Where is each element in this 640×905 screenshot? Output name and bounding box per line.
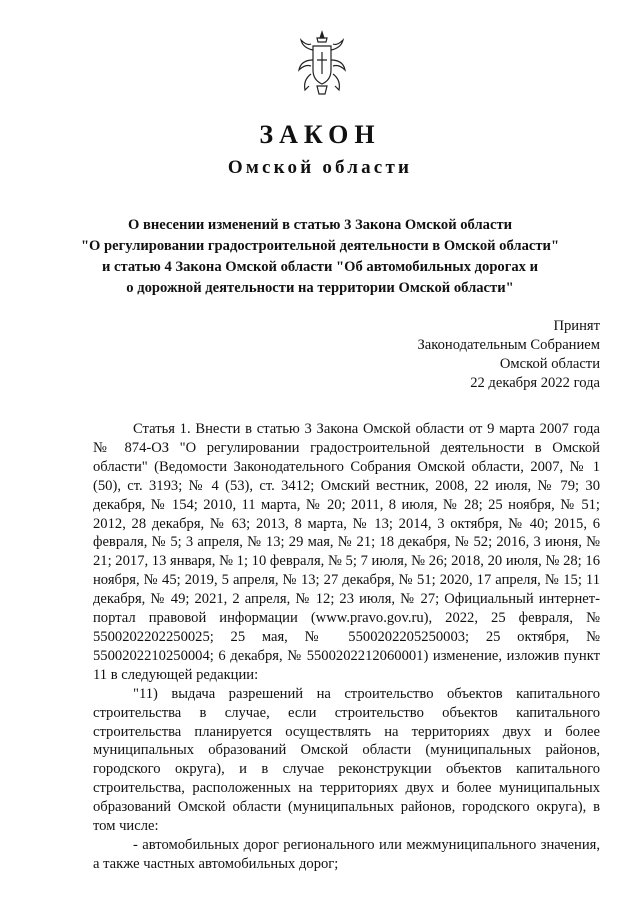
- heading-line: о дорожной деятельности на территории Омской области": [126, 280, 514, 296]
- clause-11-paragraph: "11) выдача разрешений на строительство объектов капитального строительства в случае, если строительство объектов капитального строительства планируется осуществлять на территориях двух и более муниципальных образований Омской области (муниципальных районов, городского округа), и в случае реконструкции объектов капитального строительства, расположенных на территориях двух и более муниципальных образований Омской области (муниципальных районов, городского округа), в том числе:: [93, 685, 600, 835]
- heading-line: О внесении изменений в статью 3 Закона Омской области: [127, 217, 513, 233]
- adopted-date: 22 декабря 2022 года: [470, 375, 600, 391]
- adopted-body: Законодательным Собранием: [417, 337, 600, 353]
- law-body: [93, 420, 600, 874]
- adopted-label: Принят: [553, 318, 600, 334]
- adopted-region: Омской области: [499, 356, 600, 372]
- law-heading: [60, 215, 580, 299]
- heading-line: и статью 4 Закона Омской области "Об автомобильных дорогах и: [101, 259, 539, 275]
- bullet-paragraph: - автомобильных дорог регионального или межмуниципального значения, а также частных автомобильных дорог;: [93, 836, 600, 872]
- region-name: Омской области: [227, 157, 413, 178]
- adoption-block: [418, 317, 601, 393]
- article-1-paragraph: Статья 1. Внести в статью 3 Закона Омской области от 9 марта 2007 года № 874-ОЗ "О регулировании градостроительной деятельности в Омской области" (Ведомости Законодательного Собрания Омской области, 2007, № 1 (50), ст. 3193; № 4 (53), ст. 3412; Омский вестник, 2008, 22 июля, № 79; 30 декабря, № 154; 2010, 11 марта, № 20; 2011, 8 июля, № 28; 25 ноября, № 51; 2012, 28 декабря, № 63; 2013, 8 марта, № 13; 2014, 3 октября, № 40; 2015, 6 февраля, № 5; 3 апреля, № 13; 29 мая, № 21; 18 декабря, № 52; 2016, 3 июня, № 21; 2017, 13 января, № 1; 10 февраля, № 5; 7 июля, № 26; 2018, 20 июля, № 28; 16 ноября, № 45; 2019, 5 апреля, № 13; 27 декабря, № 51; 2020, 17 апреля, № 15; 11 декабря, № 49; 2021, 2 апреля, № 12; 23 июля, № 27; Официальный интернет-портал правовой информации (www.pravo.gov.ru), 2022, 25 февраля, № 5500202202250025; 25 мая, № 5500202205250003; 25 октября, № 5500202210250004; 6 декабря, № 5500202212060001) изменение, изложив пункт 11 в следующей редакции:: [93, 421, 600, 683]
- law-title: ЗАКОН: [259, 120, 381, 149]
- coat-of-arms-icon: [297, 30, 347, 96]
- heading-line: "О регулировании градостроительной деятельности в Омской области": [80, 238, 560, 254]
